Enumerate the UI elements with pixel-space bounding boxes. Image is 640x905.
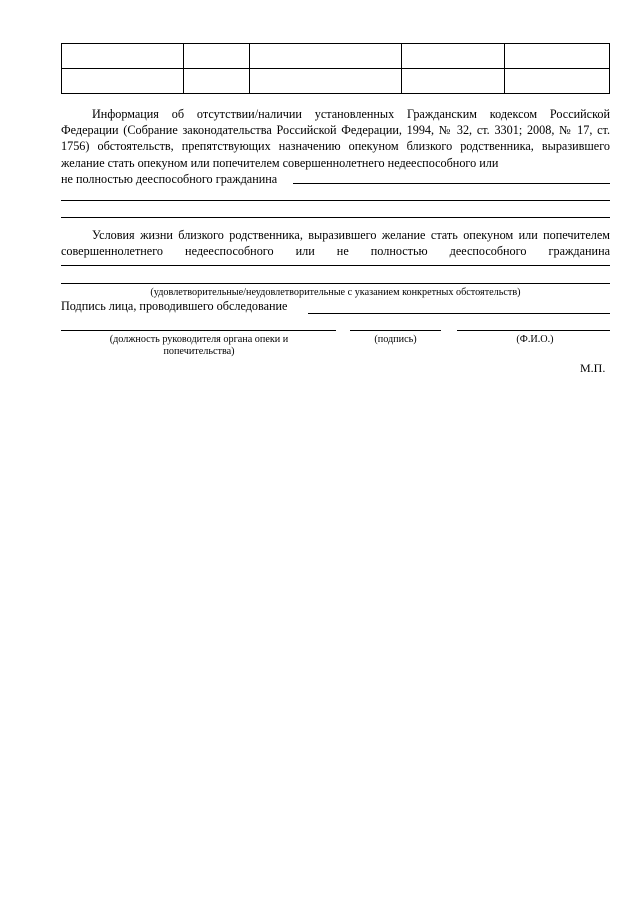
caption-signature: (подпись) xyxy=(374,334,417,345)
table-row xyxy=(62,69,610,94)
signature-line[interactable] xyxy=(308,313,610,314)
info-fill-line-3[interactable] xyxy=(61,217,610,218)
conditions-fill-line-2[interactable] xyxy=(61,283,610,284)
table-cell xyxy=(402,44,505,69)
data-table xyxy=(61,43,610,94)
position-line[interactable] xyxy=(61,330,336,331)
table-cell xyxy=(62,44,184,69)
conditions-paragraph-text: Условия жизни близкого родственника, выразившего желание стать опекуном или попечителем совершеннолетнего недееспособного или не полностью дееспособного гражданина xyxy=(61,228,610,259)
caption-name: (Ф.И.О.) xyxy=(516,334,554,345)
table-cell xyxy=(505,69,610,94)
info-fill-line-1[interactable] xyxy=(293,183,610,184)
table-cell xyxy=(505,44,610,69)
table-cell xyxy=(249,44,402,69)
table-row xyxy=(62,44,610,69)
info-paragraph-last-line xyxy=(61,171,610,187)
info-paragraph xyxy=(61,106,610,187)
name-line[interactable] xyxy=(457,330,610,331)
conditions-note: (удовлетворительные/неудовлетворительные с указанием конкретных обстоятельств) xyxy=(150,287,521,298)
signature-label: Подпись лица, проводившего обследование xyxy=(61,299,288,313)
info-fill-line-2[interactable] xyxy=(61,200,610,201)
info-paragraph-last-text: не полностью дееспособного гражданина xyxy=(61,171,278,186)
table-cell xyxy=(402,69,505,94)
caption-position: (должность руководителя органа опеки и попечительства) xyxy=(109,334,289,357)
conditions-fill-line-1[interactable] xyxy=(61,265,610,266)
table-cell xyxy=(183,44,249,69)
table-cell xyxy=(183,69,249,94)
stamp-placeholder: М.П. xyxy=(580,361,606,375)
table-cell xyxy=(62,69,184,94)
info-paragraph-text: Информация об отсутствии/наличии установленных Гражданским кодексом Российской Федерации (Собрание законодательства Российской Федерации, 1994, № 32, ст. 3301; 2008, № 17, ст. 1756) обстоятельств, препятствующих назначению опекуном близкого родственника, выразившего желание стать опекуном или попечителем совершеннолетнего недееспособного или xyxy=(61,107,610,170)
table-cell xyxy=(249,69,402,94)
conditions-paragraph xyxy=(61,227,610,259)
head-signature-line[interactable] xyxy=(350,330,441,331)
